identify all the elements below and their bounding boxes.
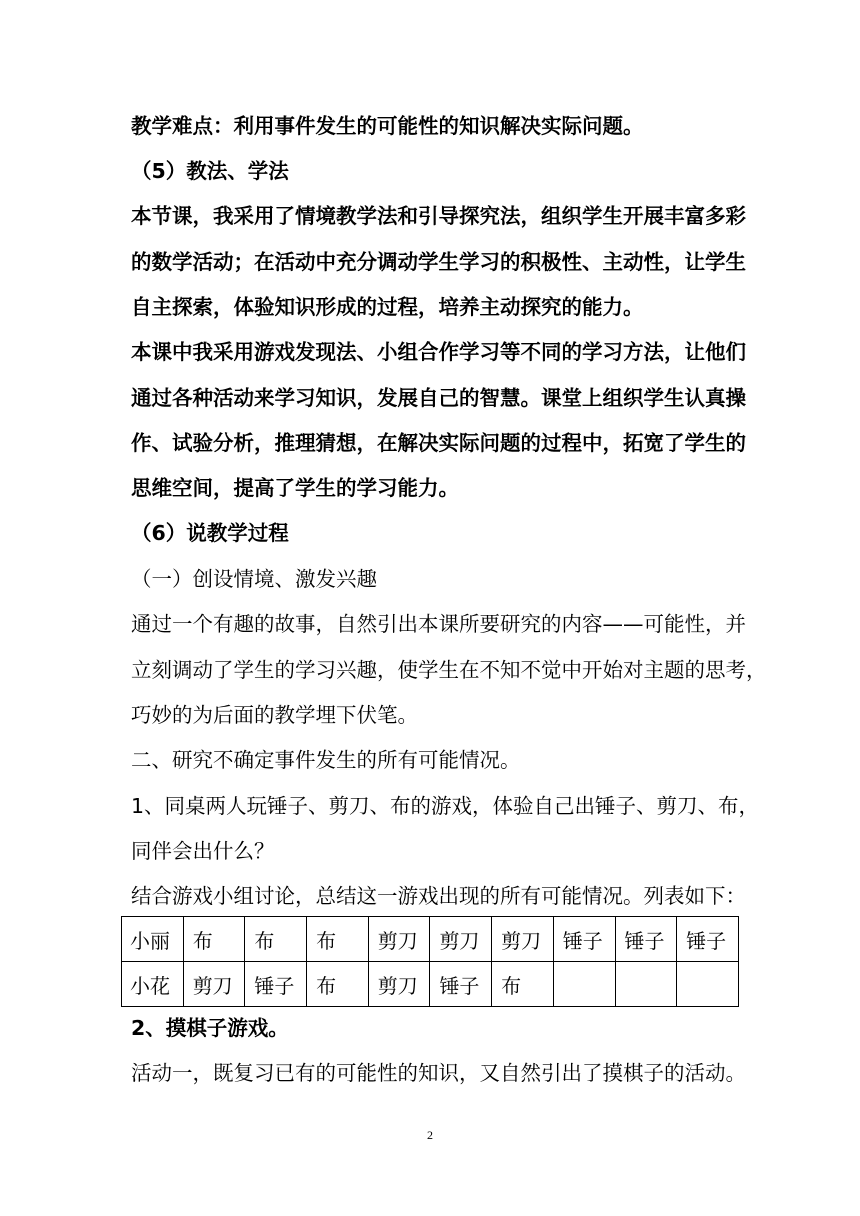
paragraph-activity-one: 活动一，既复习已有的可能性的知识，又自然引出了摸棋子的活动。	[131, 1061, 746, 1085]
paragraph-learning-line-1: 本课中我采用游戏发现法、小组合作学习等不同的学习方法，让他们	[131, 340, 746, 364]
table-cell: 小花	[122, 962, 184, 1007]
table-cell: 剪刀	[368, 962, 430, 1007]
table-cell: 剪刀	[492, 917, 554, 962]
table-cell	[553, 962, 615, 1007]
paragraph-learning-line-2: 通过各种活动来学习知识，发展自己的智慧。课堂上组织学生认真操	[131, 386, 746, 410]
table-cell: 锤子	[615, 917, 677, 962]
paragraph-table-intro: 结合游戏小组讨论，总结这一游戏出现的所有可能情况。列表如下：	[131, 884, 746, 908]
table-cell: 锤子	[677, 917, 739, 962]
table-cell: 剪刀	[183, 962, 245, 1007]
table-cell: 布	[307, 917, 369, 962]
table-cell	[615, 962, 677, 1007]
table-cell: 布	[307, 962, 369, 1007]
heading-chess-game: 2、摸棋子游戏。	[131, 1016, 289, 1040]
paragraph-methods-line-1: 本节课，我采用了情境教学法和引导探究法，组织学生开展丰富多彩	[131, 204, 746, 228]
table-cell: 锤子	[553, 917, 615, 962]
table-cell: 锤子	[245, 962, 307, 1007]
heading-process: （6）说教学过程	[131, 521, 289, 545]
paragraph-story-line-3: 巧妙的为后面的教学埋下伏笔。	[131, 703, 418, 727]
table-cell	[677, 962, 739, 1007]
table-cell: 小丽	[122, 917, 184, 962]
paragraph-game-line-1: 1、同桌两人玩锤子、剪刀、布的游戏，体验自己出锤子、剪刀、布，	[131, 794, 760, 818]
paragraph-story-line-2: 立刻调动了学生的学习兴趣，使学生在不知不觉中开始对主题的思考，	[131, 658, 767, 682]
paragraph-game-line-2: 同伴会出什么？	[131, 839, 275, 863]
heading-methods: （5）教法、学法	[131, 159, 289, 183]
heading-section-2: 二、研究不确定事件发生的所有可能情况。	[131, 748, 521, 772]
paragraph-difficulty: 教学难点：利用事件发生的可能性的知识解决实际问题。	[131, 114, 644, 138]
table-cell: 锤子	[430, 962, 492, 1007]
paragraph-learning-line-4: 思维空间，提高了学生的学习能力。	[131, 476, 459, 500]
outcomes-table	[121, 916, 739, 1007]
table-cell: 剪刀	[368, 917, 430, 962]
table-cell: 布	[492, 962, 554, 1007]
table-row	[122, 917, 739, 962]
heading-section-1: （一）创设情境、激发兴趣	[131, 567, 377, 591]
table-cell: 剪刀	[430, 917, 492, 962]
paragraph-learning-line-3: 作、试验分析，推理猜想，在解决实际问题的过程中，拓宽了学生的	[131, 431, 746, 455]
table-cell: 布	[245, 917, 307, 962]
paragraph-methods-line-3: 自主探索，体验知识形成的过程，培养主动探究的能力。	[131, 295, 644, 319]
page-number: 2	[427, 1128, 433, 1142]
paragraph-methods-line-2: 的数学活动；在活动中充分调动学生学习的积极性、主动性，让学生	[131, 250, 746, 274]
table-cell: 布	[183, 917, 245, 962]
table-row	[122, 962, 739, 1007]
paragraph-story-line-1: 通过一个有趣的故事，自然引出本课所要研究的内容——可能性，并	[131, 612, 746, 636]
